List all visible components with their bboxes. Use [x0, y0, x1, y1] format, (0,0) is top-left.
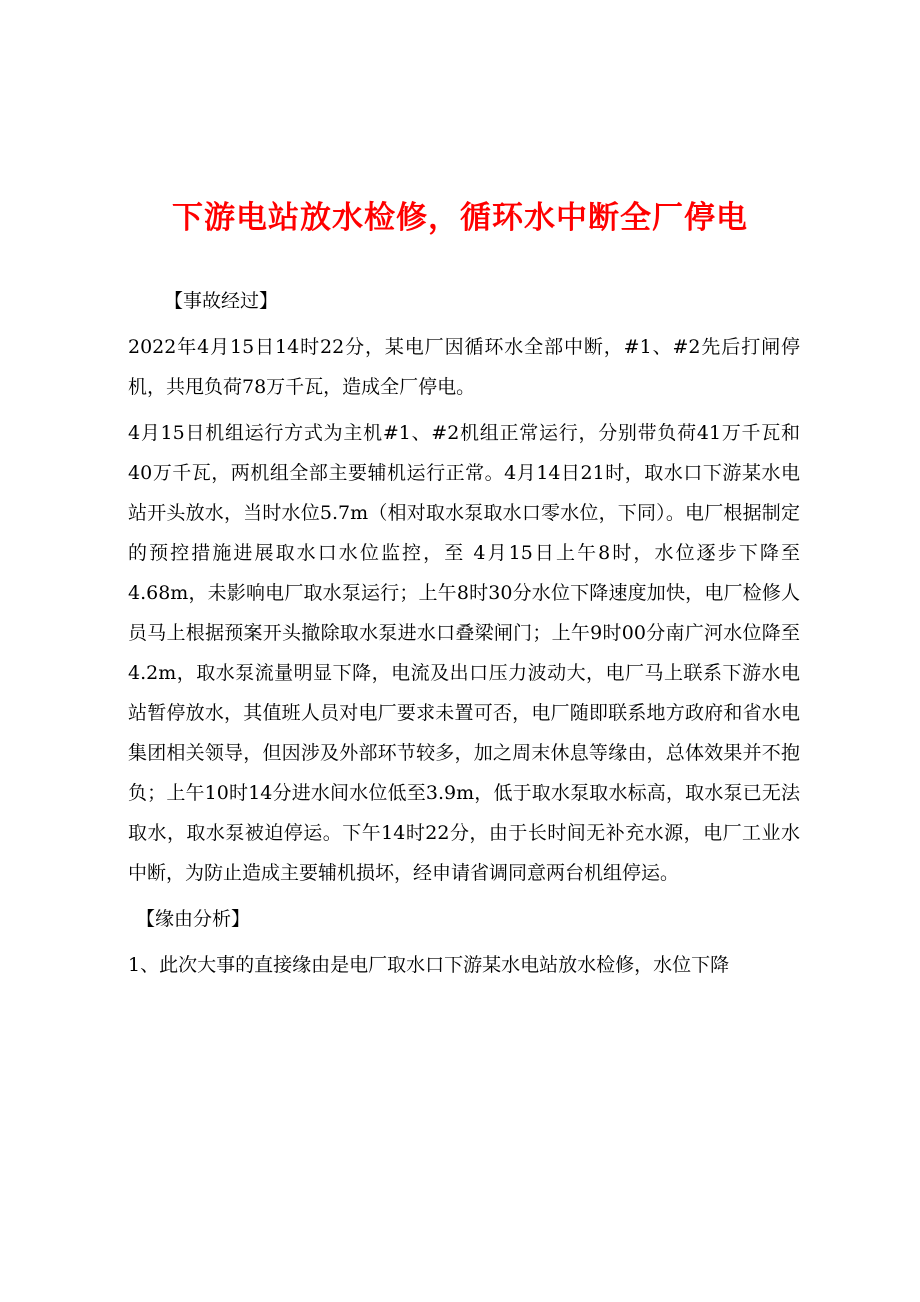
section-heading-accident: 【事故经过】	[164, 290, 279, 312]
paragraph-details: 4月15日机组运行方式为主机#1、#2机组正常运行，分别带负荷41万千瓦和40万千瓦，两机组全部主要辅机运行正常。4月14日21时，取水口下游某水电站开头放水，当时水位5.7m（相对取水泵取水口零水位，下同）。电厂根据制定的预控措施进展取水口水位监控，至 4月15日上午8时，水位逐步下降至4.68m，未影响电厂取水泵运行；上午8时30分水位下降速度加快，电厂检修人员马上根据预案开头撤除取水泵进水口叠梁闸门；上午9时00分南广河水位降至4.2m，取水泵流量明显下降，电流及出口压力波动大，电厂马上联系下游水电站暂停放水，其值班人员对电厂要求未置可否，电厂随即联系地方政府和省水电集团相关领导，但因涉及外部环节较多，加之周末休息等缘由，总体效果并不抱负；上午10时14分进水间水位低至3.9m，低于取水泵取水标高，取水泵已无法取水，取水泵被迫停运。下午14时22分，由于长时间无补充水源，电厂工业水中断，为防止造成主要辅机损坏，经申请省调同意两台机组停运。	[128, 422, 800, 884]
document-body	[120, 281, 800, 985]
document-title: 下游电站放水检修，循环水中断全厂停电	[172, 200, 748, 236]
paragraph-cause: 1、此次大事的直接缘由是电厂取水口下游某水电站放水检修，水位下降	[128, 954, 730, 976]
paragraph-summary: 2022年4月15日14时22分，某电厂因循环水全部中断，#1、#2先后打闸停机，共甩负荷78万千瓦，造成全厂停电。	[128, 336, 800, 398]
section-heading-analysis: 【缘由分析】	[136, 908, 251, 930]
